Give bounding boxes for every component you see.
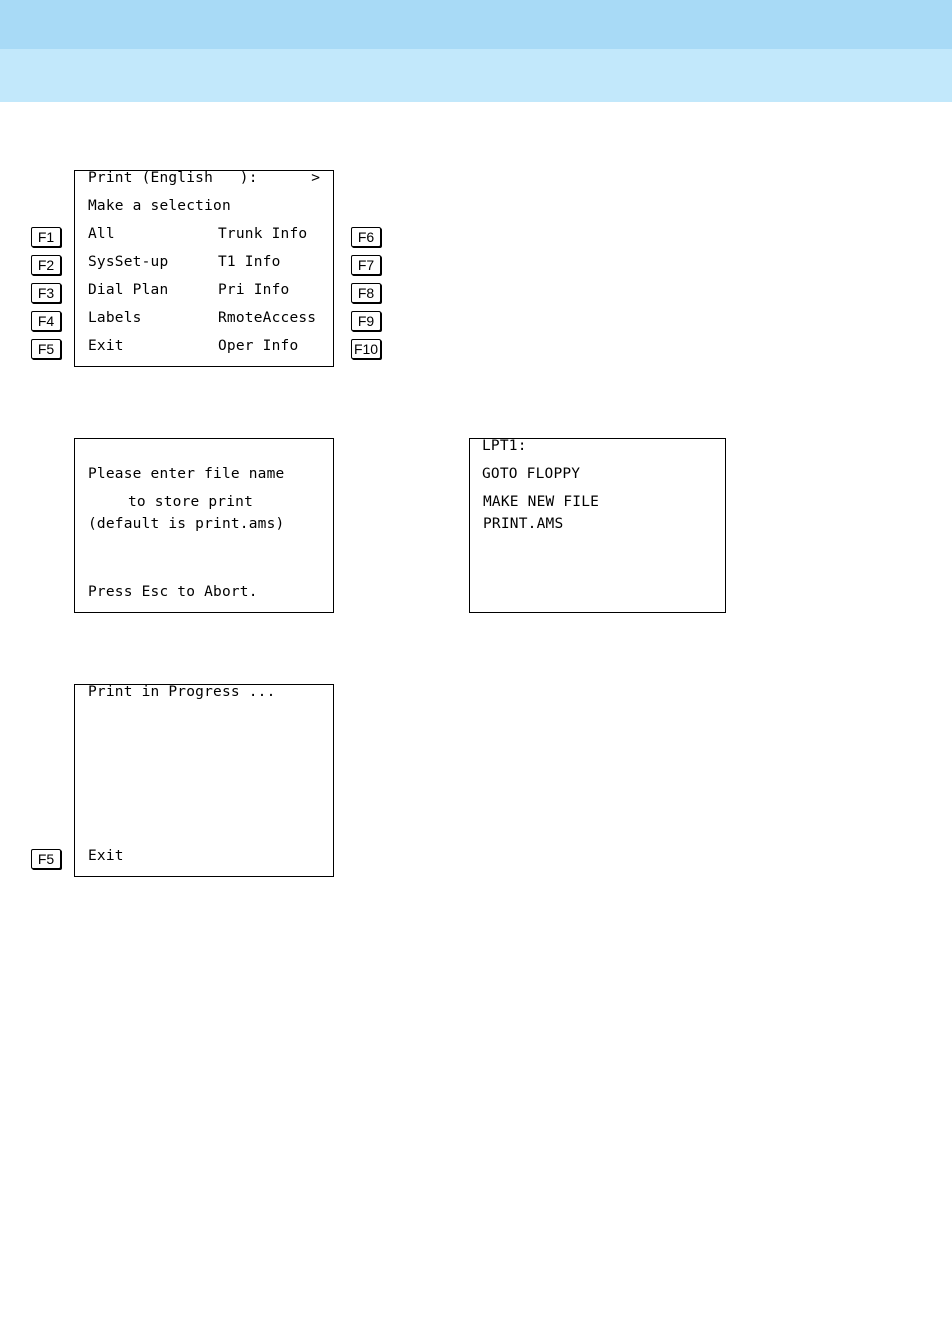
f7-key[interactable]: F7 — [351, 255, 381, 275]
make-new-file-text: MAKE NEW FILE — [483, 494, 600, 510]
print-ams-text: PRINT.AMS — [483, 516, 564, 532]
lpt1-text: LPT1: — [482, 438, 527, 454]
make-selection-prompt: Make a selection — [88, 198, 231, 214]
option-labels[interactable]: Labels — [88, 310, 142, 326]
option-exit[interactable]: Exit — [88, 338, 124, 354]
output-destination-screen — [469, 438, 726, 613]
f10-key[interactable]: F10 — [351, 339, 381, 359]
enter-file-name-text: Please enter file name — [88, 466, 285, 482]
f6-key[interactable]: F6 — [351, 227, 381, 247]
header-band-top — [0, 0, 952, 49]
goto-floppy-text: GOTO FLOPPY — [482, 466, 581, 482]
f5-key[interactable]: F5 — [31, 339, 61, 359]
to-store-print-text: to store print — [128, 494, 254, 510]
press-esc-text: Press Esc to Abort. — [88, 584, 258, 600]
print-menu-screen — [74, 170, 334, 367]
f8-key[interactable]: F8 — [351, 283, 381, 303]
option-all[interactable]: All — [88, 226, 115, 242]
default-file-text: (default is print.ams) — [88, 516, 285, 532]
print-menu-title: Print (English ): > — [88, 170, 321, 186]
option-oper-info[interactable]: Oper Info — [218, 338, 299, 354]
option-t1-info[interactable]: T1 Info — [218, 254, 281, 270]
option-dial-plan[interactable]: Dial Plan — [88, 282, 169, 298]
f3-key[interactable]: F3 — [31, 283, 61, 303]
file-name-screen — [74, 438, 334, 613]
option-pri-info[interactable]: Pri Info — [218, 282, 290, 298]
header-band-bottom — [0, 49, 952, 102]
option-trunk-info[interactable]: Trunk Info — [218, 226, 308, 242]
option-sysset-up[interactable]: SysSet-up — [88, 254, 169, 270]
f9-key[interactable]: F9 — [351, 311, 381, 331]
print-progress-text: Print in Progress ... — [88, 684, 276, 700]
f5-exit-key[interactable]: F5 — [31, 849, 61, 869]
f4-key[interactable]: F4 — [31, 311, 61, 331]
f1-key[interactable]: F1 — [31, 227, 61, 247]
progress-exit-option[interactable]: Exit — [88, 848, 124, 864]
option-rmoteaccess[interactable]: RmoteAccess — [218, 310, 317, 326]
print-progress-screen — [74, 684, 334, 877]
f2-key[interactable]: F2 — [31, 255, 61, 275]
